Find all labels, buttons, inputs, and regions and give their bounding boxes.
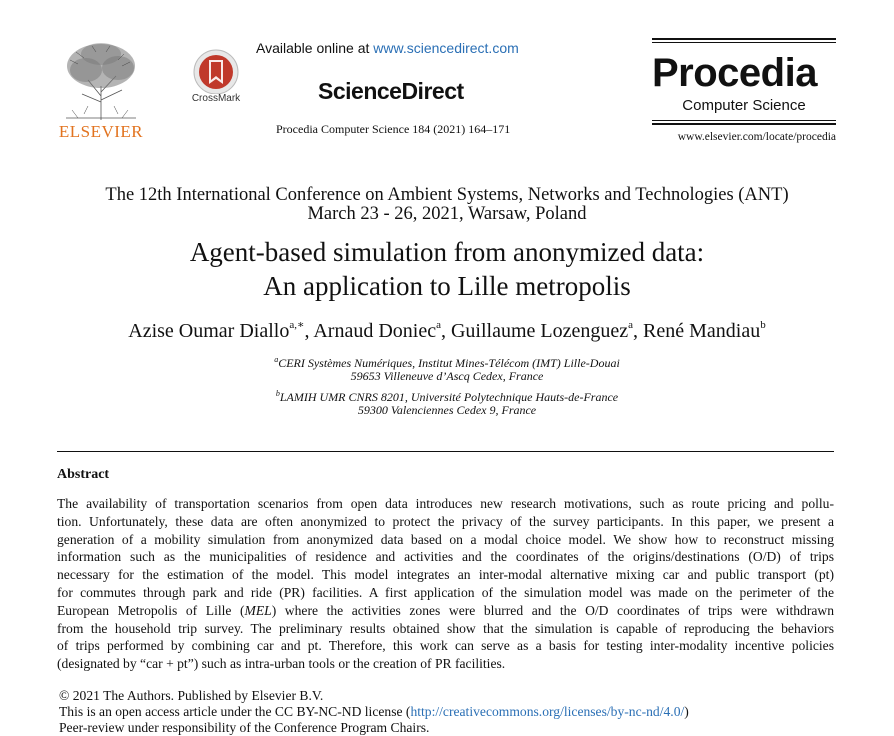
procedia-url[interactable]: www.elsevier.com/locate/procedia bbox=[677, 131, 836, 143]
license-notice bbox=[59, 704, 689, 720]
license-suffix: ) bbox=[684, 704, 689, 719]
affiliation-mark: b bbox=[275, 389, 280, 398]
license-link[interactable]: http://creativecommons.org/licenses/by-nc-nd/4.0/ bbox=[410, 704, 685, 719]
abstract-line: tion. Unfortunately, these data are often anonymized to protect the privacy of the survey participants. In this paper, we present a bbox=[57, 513, 834, 529]
abstract-line: generation of a mobility simulation from anonymized data based on a modal choice model. We show how to reconstruct missing bbox=[57, 531, 834, 547]
author-name: Guillaume Lozenguez bbox=[450, 320, 629, 342]
author-affiliation-mark: b bbox=[760, 319, 766, 331]
author-affiliation-mark: a,∗ bbox=[289, 319, 305, 331]
abstract-heading: Abstract bbox=[57, 467, 110, 482]
abstract-line: necessary for the estimation of the model. This model integrates an inter-modal alternative mixing car and public transport (pt) bbox=[57, 567, 834, 583]
procedia-title: Procedia bbox=[652, 51, 817, 95]
paper-title-line1: Agent-based simulation from anonymized data: bbox=[189, 237, 705, 267]
author-separator: , bbox=[440, 320, 451, 342]
affiliation-text: CERI Systèmes Numériques, Institut Mines-Télécom (IMT) Lille-Douai bbox=[278, 356, 620, 370]
crossmark-label: CrossMark bbox=[191, 93, 241, 104]
procedia-top-rule bbox=[652, 38, 836, 40]
procedia-logo bbox=[652, 38, 836, 143]
author-name: Azise Oumar Diallo bbox=[128, 320, 290, 342]
peer-review-notice: Peer-review under responsibility of the Conference Program Chairs. bbox=[59, 720, 430, 735]
affiliation-text: 59653 Villeneuve d’Ascq Cedex, France bbox=[350, 369, 544, 383]
divider bbox=[57, 451, 834, 452]
author-name: Arnaud Doniec bbox=[313, 320, 437, 342]
abstract-line: from the household trip survey. The preliminary results obtained show that the simulation is capable of reproducing the behaviors bbox=[57, 620, 834, 636]
available-prefix: Available online at bbox=[256, 40, 374, 56]
author-separator: , bbox=[633, 320, 644, 342]
publisher-name: ELSEVIER bbox=[58, 122, 144, 141]
sciencedirect-wordmark: ScienceDirect bbox=[318, 78, 464, 104]
crossmark-icon bbox=[188, 48, 244, 94]
sciencedirect-link[interactable]: www.sciencedirect.com bbox=[373, 40, 519, 56]
author-list bbox=[0, 318, 894, 343]
conference-date: March 23 - 26, 2021, Warsaw, Poland bbox=[307, 204, 587, 224]
elsevier-tree-icon bbox=[58, 40, 144, 122]
procedia-bottom-rule-thin bbox=[652, 120, 836, 121]
affiliation-mark: a bbox=[274, 355, 279, 364]
abstract-body bbox=[57, 495, 834, 673]
author-affiliation-mark: a bbox=[628, 319, 634, 331]
available-online-text bbox=[256, 40, 519, 56]
author-affiliation-mark: a bbox=[436, 319, 441, 331]
abstract-line: European Metropolis of Lille (MEL) where the activities zones were blurred and the O/D coordinates of trips were withdrawn bbox=[57, 602, 835, 618]
affiliation-text: 59300 Valenciennes Cedex 9, France bbox=[357, 403, 537, 417]
procedia-top-rule-thin bbox=[652, 42, 836, 43]
procedia-subtitle: Computer Science bbox=[682, 97, 806, 114]
abstract-line: (designated by “car + pt”) such as intra-urban tools or the creation of PR facilities. bbox=[57, 656, 506, 672]
copyright-notice: © 2021 The Authors. Published by Elsevier B.V. bbox=[59, 688, 324, 703]
paper-title-line2: An application to Lille metropolis bbox=[263, 271, 631, 301]
affiliation-line bbox=[0, 402, 894, 419]
affiliation-line bbox=[0, 368, 894, 385]
abstract-line: of trips performed by combining car and pt. Therefore, this work can serve as a basis for testing inter-modality incentive policies bbox=[57, 638, 834, 654]
procedia-bottom-rule bbox=[652, 123, 836, 125]
author-separator: , bbox=[304, 320, 314, 342]
abstract-line: The availability of transportation scenarios from open data introduces new research motivations, such as route pricing and pollu- bbox=[57, 496, 834, 511]
abstract-line: for commutes through park and ride (PR) facilities. A first application of the simulation model was made on the perimeter of the bbox=[57, 584, 834, 600]
abstract-line: information such as the municipalities of residence and activities and the coordinates of the origins/destinations (O/D) of trips bbox=[57, 549, 834, 565]
author-name: René Mandiau bbox=[643, 320, 761, 342]
affiliation-text: LAMIH UMR CNRS 8201, Université Polytechnique Hauts-de-France bbox=[279, 390, 619, 404]
license-prefix: This is an open access article under the CC BY-NC-ND license ( bbox=[59, 704, 411, 719]
conference-name: The 12th International Conference on Ambient Systems, Networks and Technologies (ANT) bbox=[105, 185, 789, 205]
journal-reference: Procedia Computer Science 184 (2021) 164–171 bbox=[276, 122, 511, 136]
abbreviation: MEL bbox=[244, 602, 272, 618]
